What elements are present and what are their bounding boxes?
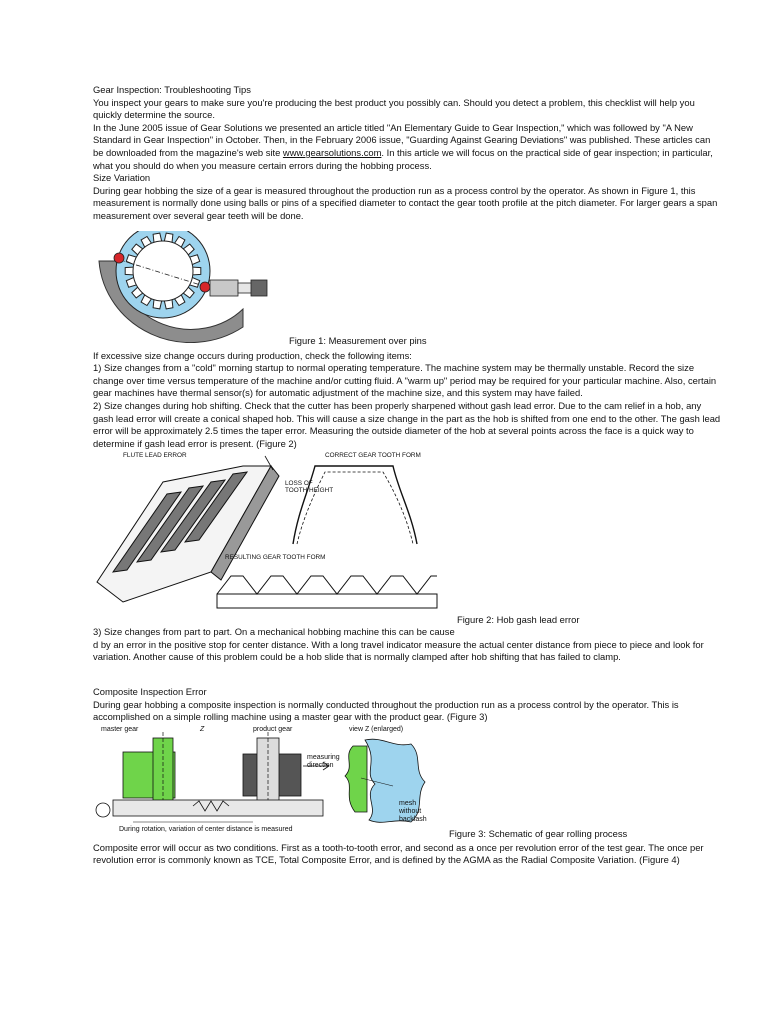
- gearsolutions-link[interactable]: www.gearsolutions.com: [282, 146, 382, 158]
- checklist-item-3b: d by an error in the positive stop for center distance. With a long travel indicator measure the actual center distance from piece to piece and look for variation. Another cause of this problem could be a hob slide that is normally clamped after hob shifting that has failed to clamp.: [93, 638, 704, 663]
- figure-2-label-flute: FLUTE LEAD ERROR: [123, 452, 187, 460]
- checklist-item-2: 2) Size changes during hob shifting. Check that the cutter has been properly sharpened without gash lead error. Due to the cam relief in a hob, any gash lead error will create a conical shaped hob. This will cause a size change in the part as the hob is shifted from one end to the other. The gash lead error will be approximately 2.5 times the taper error. Measuring the outside diameter of the hob at several points across the face is a quick way to determine if gash lead error is present. (Figure 2): [93, 399, 721, 449]
- figure-2: [93, 450, 721, 626]
- figure-3-label-product: product gear: [253, 725, 293, 733]
- document-title: Gear Inspection: Troubleshooting Tips: [93, 84, 251, 95]
- figure-2-label-correct: CORRECT GEAR TOOTH FORM: [325, 452, 421, 460]
- figure-2-label-resulting: RESULTING GEAR TOOTH FORM: [225, 554, 326, 562]
- composite-paragraph: During gear hobbing a composite inspection is normally conducted throughout the production run as a process control by the operator. This is accomplished on a simple rolling machine using a master gear with the product gear. (Figure 3): [93, 698, 679, 723]
- history-paragraph: In the June 2005 issue of Gear Solutions we presented an article titled "An Elementary Guide to Gear Inspection," which was followed by "A New Standard in Gear Inspection" in October. Then, in the February 2006 issue, "Guarding Against Gearing Deviations" was published. These articles can be downloaded from the magazine's web site www.gearsolutions.com. In this article we will focus on the practical side of gear inspection; in particular, what you should do when you measure certain errors during the hobbing process.: [93, 121, 713, 171]
- checklist-item-3a: 3) Size changes from part to part. On a mechanical hobbing machine this can be cause: [93, 626, 455, 638]
- figure-3: [93, 724, 721, 842]
- figure-3-label-measuring: measuring direction: [307, 753, 340, 769]
- composite-paragraph-2: Composite error will occur as two conditions. First as a tooth-to-tooth error, and second as a once per revolution error of the test gear. The once per revolution error is commonly known as TCE, Total Composite Error, and is defined by the AGMA as the Radial Composite Variation. (Figure 4): [93, 841, 704, 866]
- figure-3-label-master: master gear: [101, 725, 139, 733]
- figure-2-drawing: [93, 452, 453, 620]
- figure-3-label-viewz: view Z (enlarged): [349, 725, 404, 733]
- checklist-intro: If excessive size change occurs during production, check the following items:: [93, 349, 412, 361]
- figure-3-drawing: [93, 726, 433, 838]
- figure-3-label-mesh: mesh without backlash: [399, 799, 427, 823]
- checklist-item-1: 1) Size changes from a "cold" morning startup to normal operating temperature. The machine system may be thermally unstable. Record the size change over time versus temperature of the machine and/or cutting fluid. A "warm up" period may be required for your particular machine. Also, certain gear machines have thermal sensor(s) for automatic adjustment of the machine size, and this system may have failed.: [93, 362, 717, 399]
- size-variation-paragraph: During gear hobbing the size of a gear is measured throughout the production run as a process control by the operator. As shown in Figure 1, this measurement is normally done using balls or pins of a specified diameter to contact the gear tooth profile at the pitch diameter. For larger gears a span measurement over several gear teeth will be done.: [93, 184, 718, 221]
- figure-1-caption: Figure 1: Measurement over pins: [289, 334, 427, 346]
- figure-1: [93, 231, 721, 348]
- figure-2-label-loss: LOSS OF TOOTH HEIGHT: [285, 480, 334, 495]
- figure-2-caption: Figure 2: Hob gash lead error: [457, 614, 580, 626]
- intro-paragraph: You inspect your gears to make sure you're producing the best product you possibly can. Should you detect a problem, this checklist will help you quickly determine the source.: [93, 96, 695, 121]
- figure-1-drawing: [93, 231, 283, 343]
- figure-3-caption: Figure 3: Schematic of gear rolling process: [449, 827, 628, 839]
- composite-heading: Composite Inspection Error: [93, 686, 207, 698]
- size-variation-heading: Size Variation: [93, 172, 151, 184]
- document-page: [93, 84, 721, 867]
- figure-3-label-z: Z: [200, 725, 205, 733]
- figure-3-label-during: During rotation, variation of center distance is measured: [119, 825, 293, 833]
